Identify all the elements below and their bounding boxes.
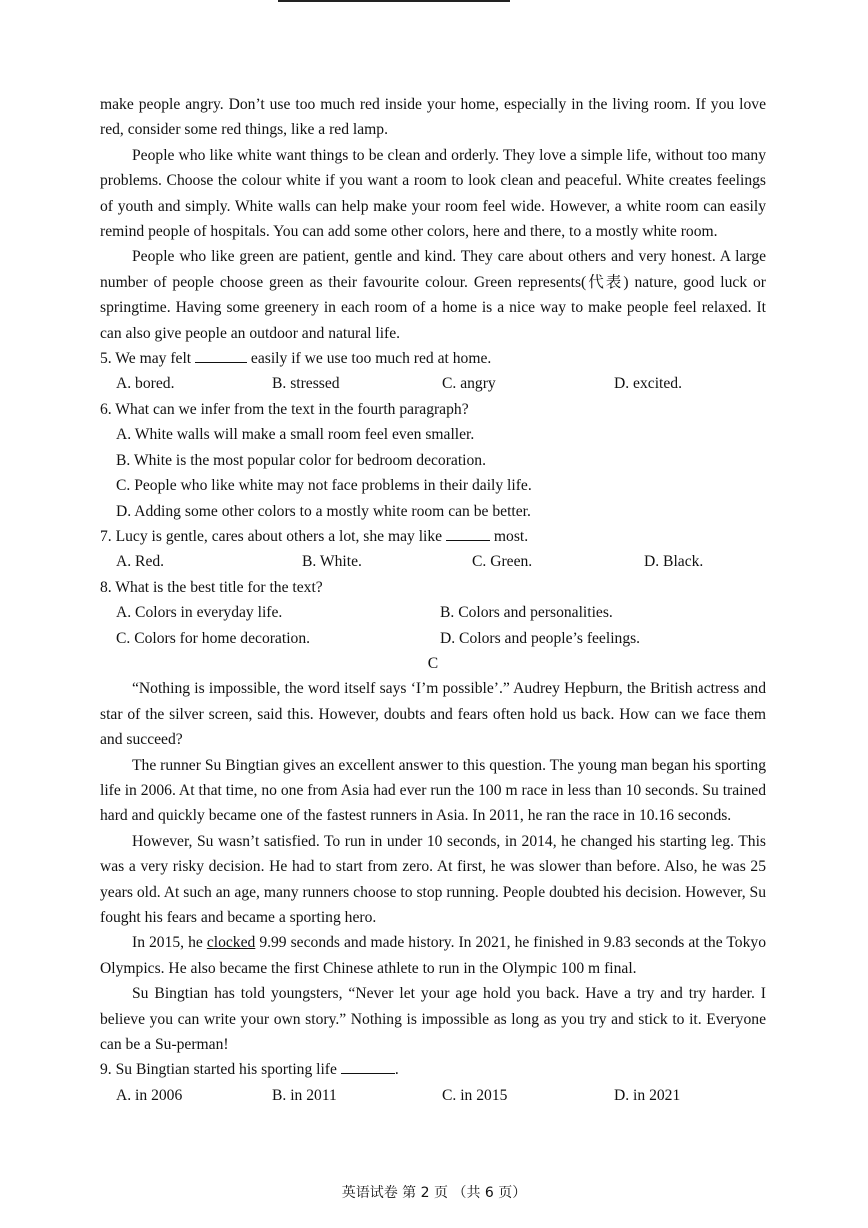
answer-blank <box>195 346 247 363</box>
section-label: C <box>427 654 439 672</box>
option: D. Black. <box>644 553 704 571</box>
paragraph: make people angry. Don’t use too much red inside your home, especially in the living room. If you love red, consider some red things, like a red lamp. <box>100 96 766 139</box>
option: D. in 2021 <box>614 1086 681 1104</box>
option: A. in 2006 <box>116 1086 183 1104</box>
option: A. White walls will make a small room feel even smaller. <box>116 426 475 444</box>
options-row <box>100 549 766 574</box>
options-row <box>100 600 766 625</box>
exam-page <box>100 92 766 1108</box>
header-rule <box>278 0 510 2</box>
options-row <box>100 626 766 651</box>
option: B. in 2011 <box>272 1086 337 1104</box>
options-row <box>100 371 766 396</box>
question-6: 6. What can we infer from the text in the fourth paragraph? <box>100 400 469 418</box>
question-5 <box>100 346 766 371</box>
option: B. White is the most popular color for bedroom decoration. <box>116 451 486 469</box>
question-stem: 9. Su Bingtian started his sporting life <box>100 1061 341 1079</box>
option: B. Colors and personalities. <box>440 604 613 622</box>
option: A. Colors in everyday life. <box>116 604 283 622</box>
option: B. White. <box>302 553 362 571</box>
underlined-word: clocked <box>206 934 256 952</box>
paragraph: However, Su wasn’t satisfied. To run in under 10 seconds, in 2014, he changed his starting leg. This was a very risky decision. He had to start from zero. At first, he was slower than before. Also, he was 25 years old. At such an age, many runners choose to stop running. People doubted his decision. However, Su fought his fears and became a sporting hero. <box>100 832 766 926</box>
question-stem: . <box>394 1061 399 1079</box>
option: C. Colors for home decoration. <box>116 629 311 647</box>
option: A. bored. <box>116 375 175 393</box>
question-7 <box>100 524 766 549</box>
option: D. Colors and people’s feelings. <box>440 629 641 647</box>
option: C. Green. <box>472 553 533 571</box>
option: A. Red. <box>116 553 165 571</box>
option: C. angry <box>442 375 496 393</box>
question-stem: most. <box>490 527 529 545</box>
option: C. in 2015 <box>442 1086 508 1104</box>
paragraph: The runner Su Bingtian gives an excellent answer to this question. The young man began his sporting life in 2006. At that time, no one from Asia had ever run the 100 m race in less than 10 seconds. Su trained hard and quickly became one of the fastest runners in Asia. In 2011, he ran the race in 10.16 seconds. <box>100 756 766 825</box>
question-9 <box>100 1057 766 1082</box>
option: D. Adding some other colors to a mostly white room can be better. <box>116 502 531 520</box>
answer-blank <box>446 524 490 541</box>
question-stem: 5. We may felt <box>100 350 196 368</box>
paragraph: People who like green are patient, gentle and kind. They care about others and very honest. A large number of people choose green as their favourite colour. Green represents(代表) nature, good luck or springtime. Having some greenery in each room of a home is a nice way to make people feel relaxed. It can also give people an outdoor and natural life. <box>100 248 766 342</box>
question-8: 8. What is the best title for the text? <box>100 578 323 596</box>
paragraph-text: In 2015, he <box>132 934 207 952</box>
question-stem: 7. Lucy is gentle, cares about others a lot, she may like <box>100 527 446 545</box>
paragraph: “Nothing is impossible, the word itself says ‘I’m possible’.” Audrey Hepburn, the British actress and star of the silver screen, said this. However, doubts and fears often hold us back. How can we face them and succeed? <box>100 680 766 749</box>
paragraph-text: 9.99 seconds and made history. In 2021, he finished in 9.83 seconds at the Tokyo Olympics. He also became the first Chinese athlete to run in the Olympic 100 m final. <box>100 934 766 977</box>
answer-blank <box>341 1057 395 1074</box>
question-stem: easily if we use too much red at home. <box>247 350 492 368</box>
page-footer: 英语试卷 第 2 页 （共 6 页） <box>341 1185 527 1201</box>
option: D. excited. <box>614 375 682 393</box>
option: B. stressed <box>272 375 340 393</box>
option: C. People who like white may not face problems in their daily life. <box>116 477 532 495</box>
paragraph: People who like white want things to be clean and orderly. They love a simple life, without too many problems. Choose the colour white if you want a room to look clean and peaceful. White creates feelings of youth and simply. White walls can help make your room feel wide. However, a white room can easily remind people of hospitals. You can add some other colors, here and there, to a mostly white room. <box>100 146 766 241</box>
paragraph <box>100 930 766 981</box>
paragraph: Su Bingtian has told youngsters, “Never let your age hold you back. Have a try and try harder. I believe you can write your own story.” Nothing is impossible as long as you try and stick to it. Everyone can be a Su-perman! <box>100 985 766 1054</box>
options-row <box>100 1083 766 1108</box>
